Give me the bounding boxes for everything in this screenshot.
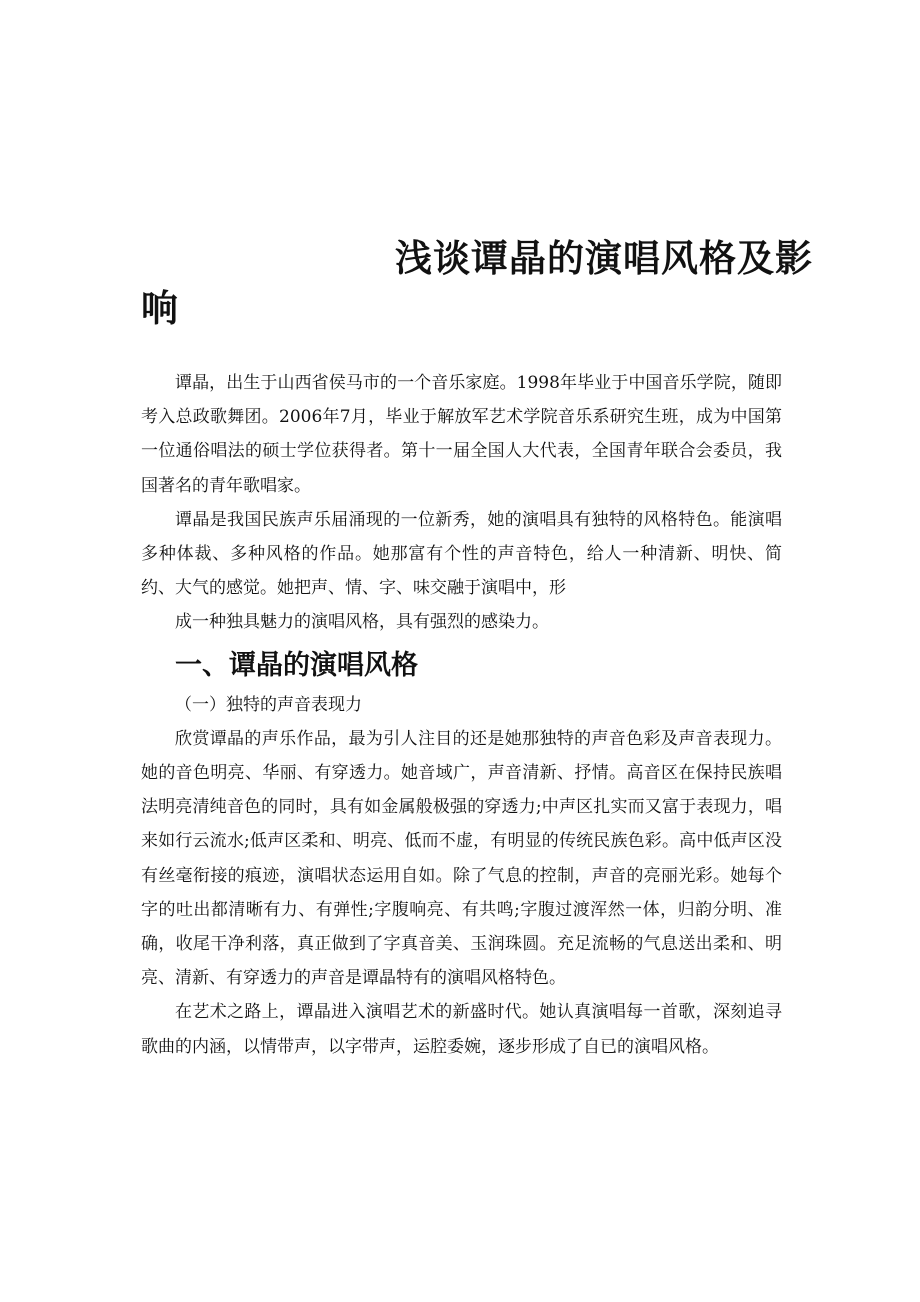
paragraph: 谭晶，出生于山西省侯马市的一个音乐家庭。1998年毕业于中国音乐学院，随即考入总政歌舞团。2006年7月，毕业于解放军艺术学院音乐系研究生班，成为中国第一位通俗唱法的硕士学位获得者。第十一届全国人大代表，全国青年联合会委员，我国著名的青年歌唱家。: [141, 373, 782, 496]
paragraph: 谭晶是我国民族声乐届涌现的一位新秀，她的演唱具有独特的风格特色。能演唱多种体裁、多种风格的作品。她那富有个性的声音特色，给人一种清新、明快、简约、大气的感觉。她把声、情、字、味交融于演唱中，形: [141, 509, 782, 599]
document-body: [141, 366, 782, 1064]
document-title-continuation: 响: [141, 286, 178, 330]
subsection-heading: （一）独特的声音表现力: [175, 694, 362, 715]
document-title: 浅谈谭晶的演唱风格及影: [395, 236, 813, 280]
section-heading: 一、谭晶的演唱风格: [175, 649, 418, 681]
paragraph: 在艺术之路上，谭晶进入演唱艺术的新盛时代。她认真演唱每一首歌，深刻追寻歌曲的内涵，以情带声，以字带声，运腔委婉，逐步形成了自已的演唱风格。: [141, 1002, 782, 1057]
paragraph: 成一种独具魅力的演唱风格，具有强烈的感染力。: [175, 612, 549, 633]
paragraph: 欣赏谭晶的声乐作品，最为引人注目的还是她那独特的声音色彩及声音表现力。她的音色明亮、华丽、有穿透力。她音域广，声音清新、抒情。高音区在保持民族唱法明亮清纯音色的同时，具有如金属般极强的穿透力;中声区扎实而又富于表现力，唱来如行云流水;低声区柔和、明亮、低而不虚，有明显的传统民族色彩。高中低声区没有丝毫衔接的痕迹，演唱状态运用自如。除了气息的控制，声音的亮丽光彩。她每个字的吐出都清晰有力、有弹性;字腹响亮、有共鸣;字腹过渡浑然一体，归韵分明、准确，收尾干净利落，真正做到了字真音美、玉润珠圆。充足流畅的气息送出柔和、明亮、清新、有穿透力的声音是谭晶特有的演唱风格特色。: [141, 728, 782, 989]
